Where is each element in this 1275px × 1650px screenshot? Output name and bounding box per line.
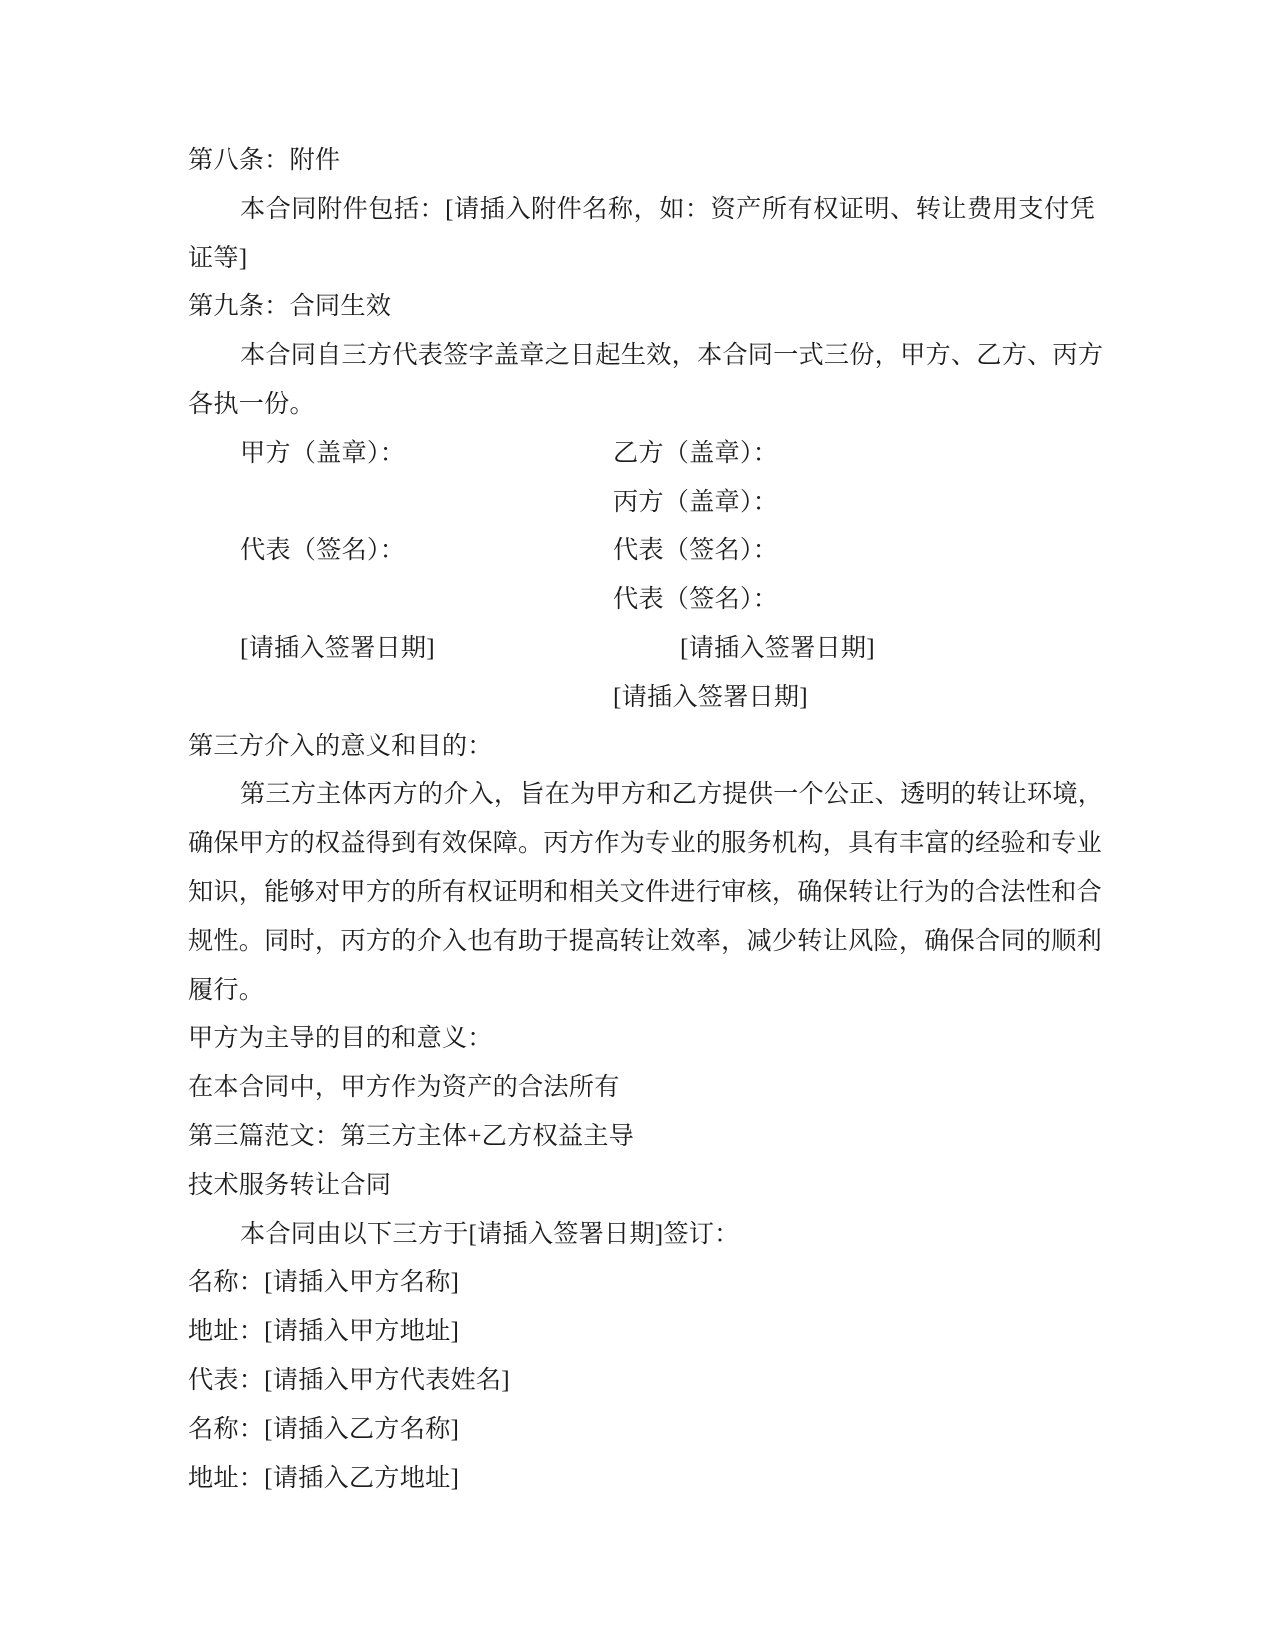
document-line-16: 知识，能够对甲方的所有权证明和相关文件进行审核，确保转让行为的合法性和合	[188, 878, 1102, 906]
document-line-14: 第三方主体丙方的介入，旨在为甲方和乙方提供一个公正、透明的转让环境，	[240, 781, 1104, 809]
document-line-1: 第八条：附件	[188, 147, 341, 174]
signature-block-right-label: 代表（签名）：	[613, 537, 779, 565]
signature-block-left-label: 代表（签名）：	[240, 537, 406, 565]
document-line-9	[188, 527, 1095, 576]
document-line-21: 第三篇范文：第三方主体+乙方权益主导	[188, 1122, 634, 1150]
document-line-28: 地址：[请插入乙方地址]	[188, 1464, 460, 1492]
document-line-5: 本合同自三方代表签字盖章之日起生效，本合同一式三份，甲方、乙方、丙方	[240, 342, 1104, 370]
document-line-15: 确保甲方的权益得到有效保障。丙方作为专业的服务机构，具有丰富的经验和专业	[188, 830, 1102, 858]
document-line-3: 证等]	[188, 244, 248, 272]
signature-block-left-label: 甲方（盖章）：	[240, 439, 406, 467]
document-line-25: 地址：[请插入甲方地址]	[188, 1318, 460, 1346]
document-line-22: 技术服务转让合同	[188, 1171, 392, 1199]
signature-block-right-label: [请插入签署日期]	[680, 634, 875, 662]
signature-block-right-label: 乙方（盖章）：	[613, 439, 779, 467]
document-line-2: 本合同附件包括：[请插入附件名称，如：资产所有权证明、转让费用支付凭	[240, 195, 1095, 223]
document-line-12	[188, 674, 1095, 723]
document-line-6: 各执一份。	[188, 390, 315, 418]
document-line-27: 名称：[请插入乙方名称]	[188, 1415, 460, 1443]
document-line-19: 甲方为主导的目的和意义：	[188, 1025, 493, 1053]
signature-block-right-label: 代表（签名）：	[613, 586, 779, 614]
document-line-10	[188, 576, 1095, 625]
signature-block-left-label: [请插入签署日期]	[240, 634, 435, 662]
document-line-7	[188, 430, 1095, 479]
document-body	[188, 137, 1104, 1503]
document-line-4: 第九条：合同生效	[188, 293, 392, 321]
document-line-17: 规性。同时，丙方的介入也有助于提高转让效率，减少转让风险，确保合同的顺利	[188, 927, 1102, 955]
document-line-13: 第三方介入的意义和目的：	[188, 732, 493, 760]
document-line-8	[188, 479, 1095, 528]
signature-block-right-label: [请插入签署日期]	[613, 683, 808, 711]
signature-block-right-label: 丙方（盖章）：	[613, 488, 779, 516]
document-line-23: 本合同由以下三方于[请插入签署日期]签订：	[240, 1220, 740, 1248]
document-line-11	[188, 625, 1095, 674]
document-line-18: 履行。	[188, 976, 265, 1004]
document-line-20: 在本合同中，甲方作为资产的合法所有	[188, 1074, 620, 1102]
document-line-24: 名称：[请插入甲方名称]	[188, 1269, 460, 1297]
document-line-26: 代表：[请插入甲方代表姓名]	[188, 1366, 510, 1394]
